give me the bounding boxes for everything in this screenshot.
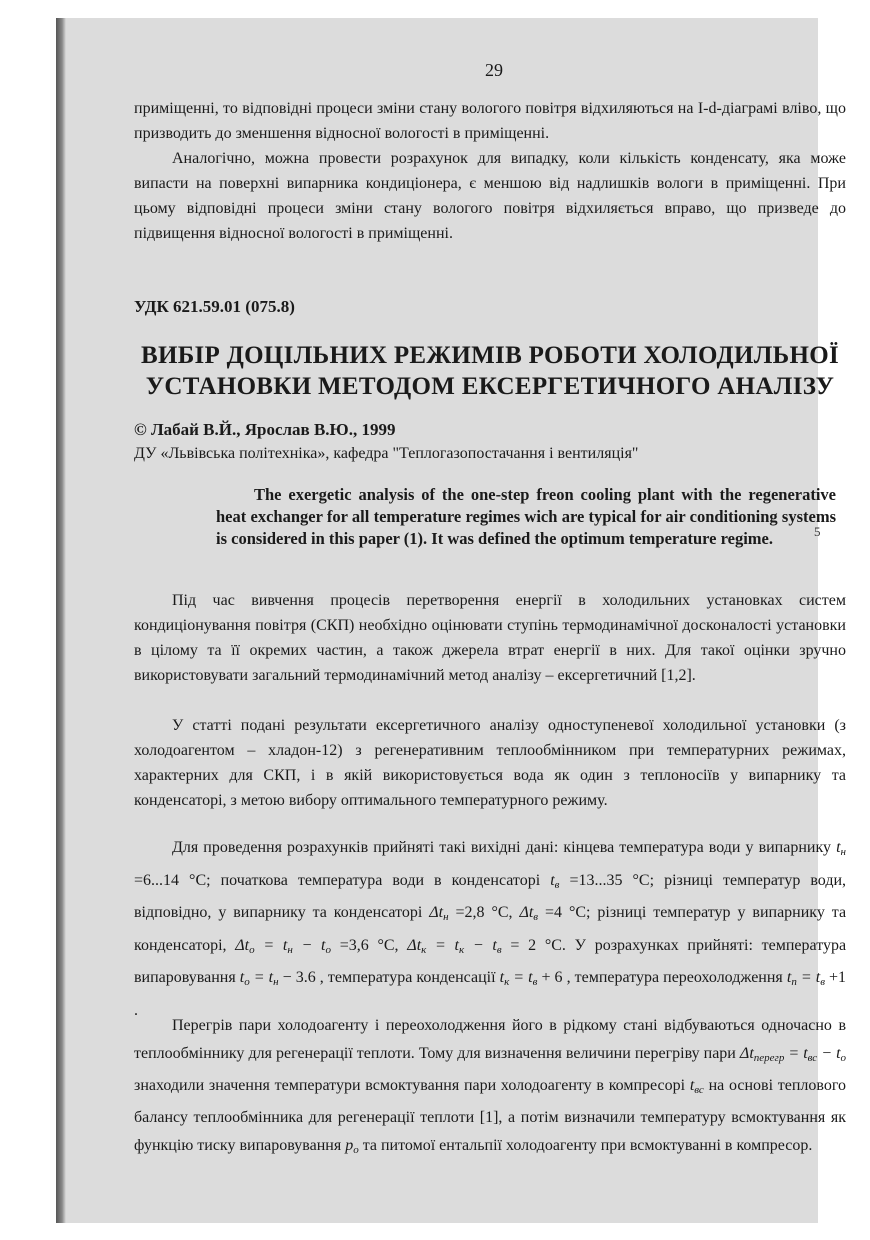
paragraph-continuation: приміщенні, то відповідні процеси зміни стану вологого повітря відхиляються на I-d-діаграмі вліво, що призводить до зменшення відносної вологості в приміщенні.: [134, 100, 846, 142]
udc-code: УДК 621.59.01 (075.8): [134, 297, 295, 316]
authors: © Лабай В.Й., Ярослав В.Ю., 1999: [134, 420, 396, 439]
formula-t-p: $t_п = t_в$: [786, 969, 825, 988]
symbol-delta-t-n: $\Delta t_н$: [429, 904, 449, 923]
paragraph-article-summary: У статті подані результати ексергетичного аналізу одноступеневої холодильної установки (з холодоагентом – хладон-12) з регенеративним теплообмінником при температурних режимах, характерних для СКП, і в якій використовується вода як один з теплоносіїв у випарнику та конденсаторі, з метою вибору оптимального температурного режиму.: [134, 717, 846, 809]
title-line-1: ВИБІР ДОЦІЛЬНИХ РЕЖИМІВ РОБОТИ ХОЛОДИЛЬНОЇ: [140, 342, 839, 369]
symbol-p-o: $p_о$: [345, 1137, 359, 1156]
formula-delta-t-o: $\Delta t_о = t_н - t_о$: [235, 936, 331, 956]
page-number: 29: [485, 60, 503, 80]
formula-t-k: $t_к = t_в$: [499, 969, 538, 988]
paragraph-initial-data: Для проведення розрахунків прийняті такі вихідні дані: кінцева температура води у випарнику $t_н =6...14$ °C; початкова температура води в конденсаторі $t_в =13...35$ °C; різниці температур води, відповідно, у випарнику та конденсаторі $\Delta t_н =2,8$ °C, $\Delta t_в =4$ °C; різниці температур у випарнику та конденсаторі, $\Delta t_о = t_н - t_о =3,6$ °C, $\Delta t_к = t_к - t_в = 2$ °C. У розрахунках прийняті: температура випаровування $t_о = t_н - 3.6$ , температура конденсації $t_к = t_в + 6$ , температура переохолодження $t_п = t_в +1$ .: [134, 839, 847, 1019]
formula-delta-t-k: $\Delta t_к = t_к - t_в$: [407, 936, 502, 956]
symbol-t-n: $t_н$: [836, 839, 847, 858]
symbol-delta-t-v: $\Delta t_в$: [519, 904, 539, 923]
formula-delta-t-superheat: $\Delta t_{перегр} = t_{вс} - t_о$: [739, 1045, 847, 1064]
scanned-page: [56, 18, 847, 1223]
binding-shadow: [56, 18, 66, 1223]
paragraph-superheat: Перегрів пари холодоагенту і переохолодження його в рідкому стані відбуваються одночасно в теплообміннику для регенерації теплоти. Тому для визначення величини перегріву пари $\Delta t_{перегр} = t_{вс} - t_о$ знаходили значення температури всмоктування пари холодоагенту в компресорі $t_{вс}$ на основі теплового балансу теплообмінника для регенерації теплоти [1], а потім визначили температуру всмоктування як функцію тиску випаровування $p_о$ та питомої ентальпії холодоагенту при всмоктуванні в компресор.: [134, 1017, 847, 1156]
affiliation: ДУ «Львівська політехніка», кафедра "Теплогазопостачання і вентиляція": [134, 445, 639, 462]
paragraph-intro: Під час вивчення процесів перетворення енергії в холодильних установках систем кондиціонування повітря (СКП) необхідно оцінювати ступінь термодинамічної досконалості установки в цілому та її окремих частин, а також джерела втрат енергії в них. Для такої оцінки зручно використовувати загальний термодинамічний метод аналізу – ексергетичний [1,2].: [134, 592, 846, 684]
paragraph-analogous: Аналогічно, можна провести розрахунок для випадку, коли кількість конденсату, яка може випасти на поверхні випарника кондиціонера, є меншою від надлишків вологи в приміщенні. При цьому відповідні процеси зміни стану вологого повітря відхиляється вправо, що призведе до підвищення відносної вологості в приміщенні.: [134, 150, 846, 242]
symbol-t-vs: $t_{вс}$: [689, 1077, 704, 1096]
margin-mark: 5: [814, 524, 821, 539]
abstract-english: The exergetic analysis of the one-step freon cooling plant with the regenerative heat exchanger for all temperature regimes wich are typical for air conditioning systems is considered in this paper (1). It was defined the optimum temperature regime.: [216, 485, 836, 548]
symbol-t-v: $t_в$: [550, 871, 560, 891]
article-title: [134, 340, 846, 402]
title-line-2: УСТАНОВКИ МЕТОДОМ ЕКСЕРГЕТИЧНОГО АНАЛІЗУ: [145, 373, 835, 400]
formula-t-o: $t_о = t_н$: [239, 969, 279, 988]
